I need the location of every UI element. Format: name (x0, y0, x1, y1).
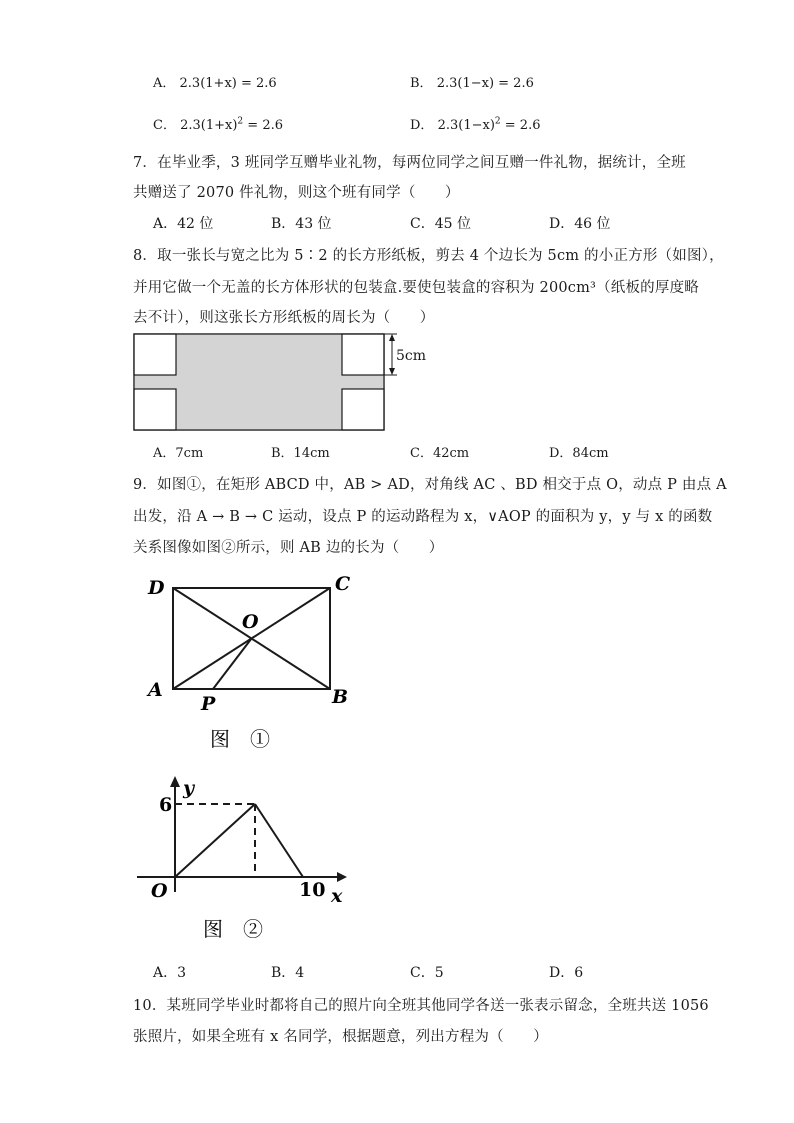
q7-line-1: 7．在毕业季，3 班同学互赠毕业礼物，每两位同学之间互赠一件礼物，据统计，全班 (133, 155, 686, 171)
axis-label-y: y (183, 777, 195, 799)
q9-option-c: C．5 (410, 965, 444, 981)
cardboard-base (176, 334, 342, 430)
graph-rise (175, 804, 255, 877)
axis-label-x: x (331, 885, 343, 907)
q9-option-d: D．6 (549, 965, 584, 981)
q10-line-1: 10．某班同学毕业时都将自己的照片向全班其他同学各送一张表示留念，全班共送 1056 (133, 998, 709, 1014)
q9-line-3: 关系图像如图②所示，则 AB 边的长为（ ） (133, 540, 444, 556)
label-d: D (148, 577, 165, 599)
q7-option-a: A．42 位 (153, 216, 214, 232)
q6-option-a-letter: A． (153, 76, 176, 91)
q8-option-c: C．42cm (410, 446, 470, 461)
q8-line-2: 并用它做一个无盖的长方体形状的包装盒.要使包装盒的容积为 200cm³（纸板的厚度略 (133, 280, 699, 296)
label-p: P (201, 693, 216, 715)
q6-option-a (153, 72, 277, 91)
q6-option-c-tail: = 2.6 (243, 118, 283, 133)
q8-line-3: 去不计），则这张长方形纸板的周长为（ ） (133, 310, 435, 326)
figure-2-caption: 图 ② (203, 917, 263, 941)
x-axis-arrow (337, 872, 347, 882)
corner-square-tl (134, 334, 176, 375)
dimension-label: 5cm (396, 348, 427, 364)
corner-square-tr (342, 334, 384, 375)
label-a: A (148, 679, 163, 701)
q6-option-c-expr: 2.3(1+x) (180, 118, 238, 133)
q6-option-d-letter: D． (410, 118, 434, 133)
q9-option-b: B．4 (271, 965, 305, 981)
tick-label-6: 6 (159, 794, 173, 816)
q7-option-d: D．46 位 (549, 216, 611, 232)
q6-option-a-expr: 2.3(1+x) = 2.6 (179, 76, 277, 91)
figure-1-caption: 图 ① (210, 727, 270, 751)
label-c: C (335, 573, 351, 595)
q9-figure-2 (135, 772, 365, 947)
q8-cardboard-figure (130, 330, 430, 435)
q6-option-c-sup: 2 (237, 116, 244, 127)
q6-option-d (410, 114, 540, 133)
q6-option-b-expr: 2.3(1−x) = 2.6 (436, 76, 534, 91)
tick-label-10: 10 (299, 879, 326, 901)
label-o: O (242, 611, 259, 633)
q9-line-1: 9．如图①，在矩形 ABCD 中，AB > AD，对角线 AC 、BD 相交于点 O，动点 P 由点 A (133, 477, 727, 493)
q6-option-c (153, 114, 283, 133)
segment-op (213, 639, 252, 690)
q6-option-d-sup: 2 (494, 116, 501, 127)
origin-label: O (151, 880, 168, 902)
q8-option-a: A．7cm (153, 446, 204, 461)
q6-option-d-tail: = 2.6 (500, 118, 541, 133)
label-b: B (332, 686, 349, 708)
corner-square-br (342, 389, 384, 430)
q6-option-c-letter: C． (153, 118, 176, 133)
graph-fall (255, 804, 303, 877)
q8-option-d: D．84cm (549, 446, 609, 461)
q6-option-b-letter: B． (410, 76, 433, 91)
q10-line-2: 张照片，如果全班有 x 名同学，根据题意，列出方程为（ ） (133, 1029, 548, 1045)
q7-option-c: C．45 位 (410, 216, 471, 232)
corner-square-bl (134, 389, 176, 430)
q8-line-1: 8．取一张长与宽之比为 5∶2 的长方形纸板，剪去 4 个边长为 5cm 的小正方形（如图）， (133, 248, 724, 264)
q7-option-b: B．43 位 (271, 216, 332, 232)
q9-figure-1 (140, 570, 370, 755)
q6-option-d-expr: 2.3(1−x) (437, 118, 495, 133)
q9-option-a: A．3 (153, 965, 187, 981)
q7-line-2: 共赠送了 2070 件礼物，则这个班有同学（ ） (133, 185, 460, 201)
q8-option-b: B．14cm (271, 446, 330, 461)
q6-option-b (410, 72, 534, 91)
q9-line-2: 出发，沿 A → B → C 运动，设点 P 的运动路程为 x，∨AOP 的面积为 y，y 与 x 的函数 (133, 509, 713, 525)
y-axis-arrow (170, 776, 180, 787)
